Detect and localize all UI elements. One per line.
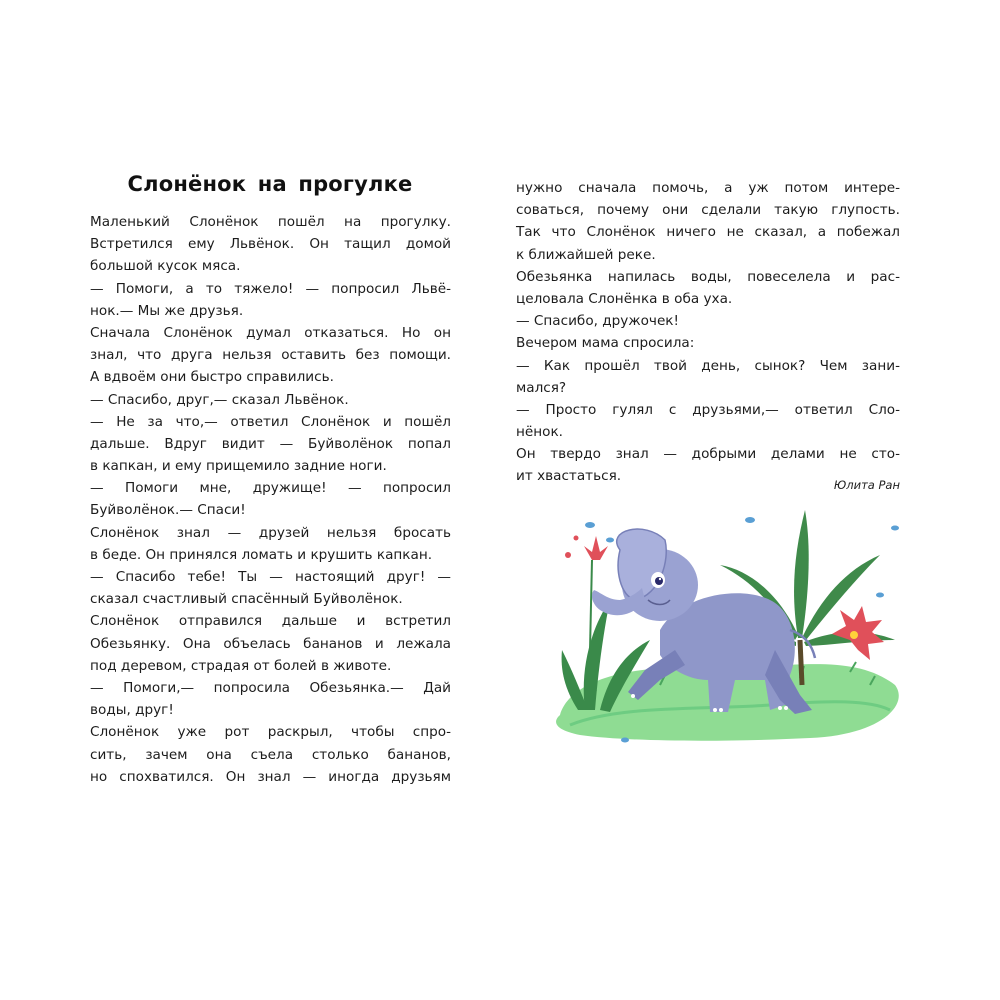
paragraph-line: Буйволёнок.— Спаси!: [90, 502, 246, 519]
paragraph-line: — Не за что,— ответил Слонёнок и пошёл: [90, 413, 451, 430]
paragraph-line: Слонёнок отправился дальше и встретил: [90, 613, 451, 630]
paragraph-line: мался?: [516, 379, 567, 396]
paragraph-line: нёнок.: [516, 424, 563, 441]
right-text-column: [516, 177, 900, 488]
paragraph-line: — Помоги,— попросила Обезьянка.— Дай: [90, 679, 451, 696]
paragraph-line: ит хвастаться.: [516, 468, 622, 485]
paragraph-line: — Как прошёл твой день, сынок? Чем зани-: [516, 357, 900, 374]
paragraph-line: А вдвоём они быстро справились.: [90, 369, 334, 386]
paragraph-line: — Просто гулял с друзьями,— ответил Сло-: [516, 401, 900, 418]
paragraph-line: Маленький Слонёнок пошёл на прогулку.: [90, 214, 451, 230]
author-signature: Юлита Ран: [833, 478, 900, 492]
paragraph-line: Сначала Слонёнок думал отказаться. Но он: [90, 324, 451, 341]
flower-top-left: [584, 536, 608, 560]
paragraph-line: дальше. Вдруг видит — Буйволёнок попал: [90, 435, 451, 452]
left-text-column: [90, 211, 451, 788]
paragraph-line: воды, друг!: [90, 702, 174, 719]
paragraph-line: нок.— Мы же друзья.: [90, 302, 244, 319]
paragraph-line: Встретился ему Львёнок. Он тащил домой: [90, 236, 451, 253]
paragraph-line: в беде. Он принялся ломать и крушить капкан.: [90, 546, 433, 563]
paragraph-line: Так что Слонёнок ничего не сказал, а побежал: [516, 224, 900, 241]
paragraph-line: Обезьянку. Она объелась бананов и лежала: [90, 635, 451, 652]
paragraph-line: сказал счастливый спасённый Буйволёнок.: [90, 591, 403, 608]
flower-right: [832, 606, 884, 660]
paragraph-line: Слонёнок знал — друзей нельзя бросать: [90, 524, 451, 541]
paragraph-line: соваться, почему они сделали такую глупость.: [516, 202, 900, 219]
paragraph-line: — Спасибо тебе! Ты — настоящий друг! —: [90, 569, 451, 585]
paragraph-line: нужно сначала помочь, а уж потом интере-: [516, 180, 900, 196]
paragraph-line: Он твердо знал — добрыми делами не сто-: [516, 446, 900, 463]
paragraph-line: Слонёнок уже рот раскрыл, чтобы спро-: [90, 724, 451, 741]
paragraph-line: под деревом, страдая от болей в животе.: [90, 657, 392, 674]
paragraph-line: в капкан, и ему прищемило задние ноги.: [90, 458, 387, 475]
paragraph-line: Обезьянка напилась воды, повеселела и рас-: [516, 268, 900, 285]
paragraph-line: — Спасибо, дружочек!: [516, 313, 679, 330]
paragraph-line: Вечером мама спросила:: [516, 335, 695, 352]
paragraph-line: сить, зачем она съела столько бананов,: [90, 746, 451, 763]
elephant-illustration: [550, 500, 910, 745]
paragraph-line: большой кусок мяса.: [90, 258, 241, 275]
paragraph-line: — Спасибо, друг,— сказал Львёнок.: [90, 391, 349, 408]
story-title: Слонёнок на прогулке: [127, 172, 413, 196]
paragraph-line: к ближайшей реке.: [516, 246, 656, 263]
paragraph-line: целовала Слонёнка в оба уха.: [516, 290, 733, 307]
paragraph-line: но спохватился. Он знал — иногда друзьям: [90, 768, 451, 785]
paragraph-line: — Помоги мне, дружище! — попросил: [90, 480, 451, 497]
paragraph-line: знал, что друга нельзя оставить без помощи.: [90, 347, 451, 364]
paragraph-line: — Помоги, а то тяжело! — попросил Львё-: [90, 280, 451, 297]
